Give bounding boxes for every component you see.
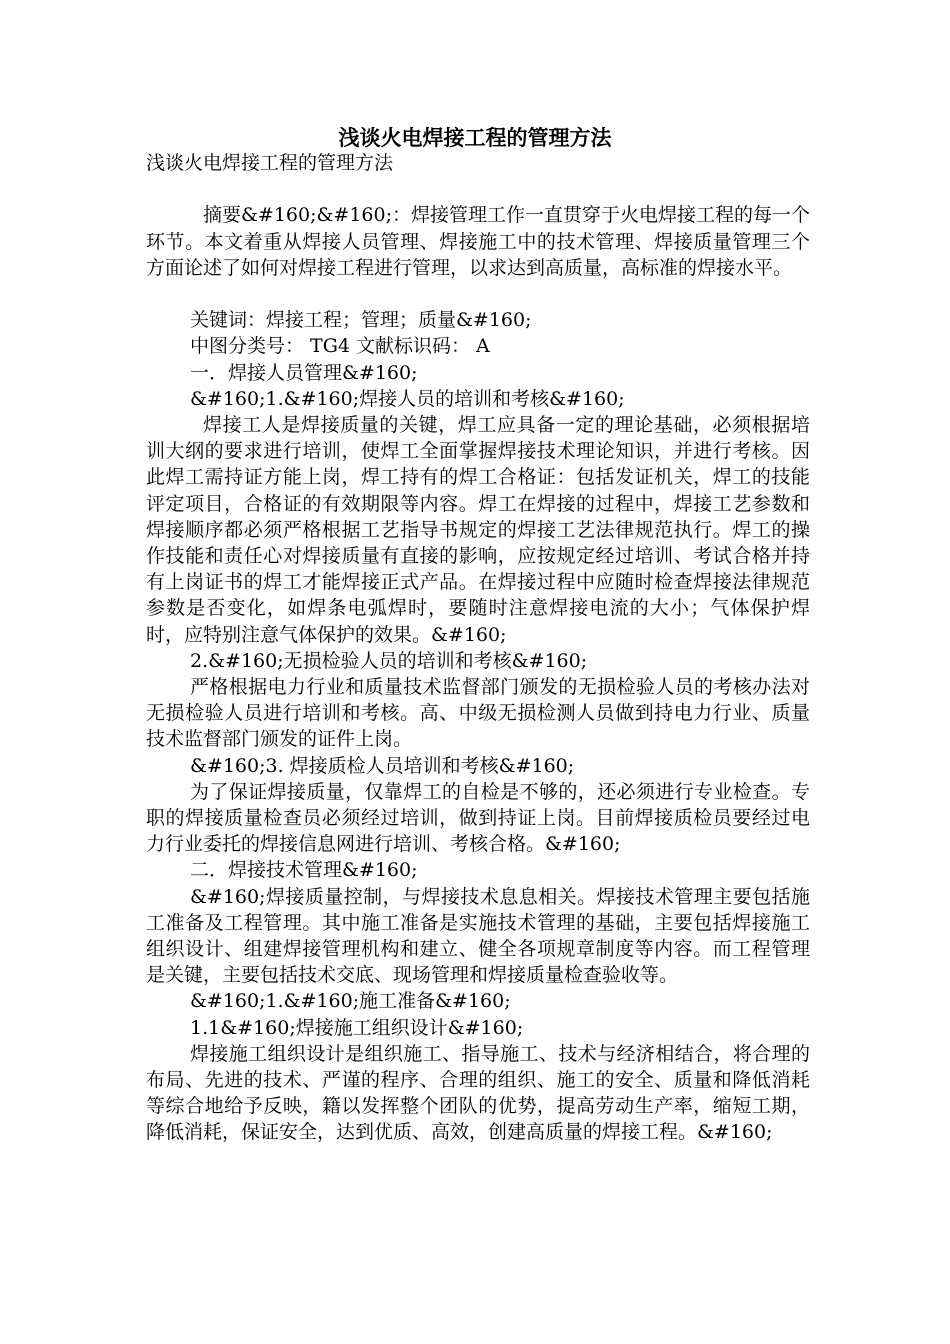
body-paragraph: 严格根据电力行业和质量技术监督部门颁发的无损检验人员的考核办法对无损检验人员进行培训和考核。高、中级无损检测人员做到持电力行业、质量技术监督部门颁发的证件上岗。 [146, 676, 810, 751]
classification-line: 中图分类号： TG4 文献标识码： A [190, 335, 490, 358]
abstract-paragraph: 摘要&#160;&#160;：焊接管理工作一直贯穿于火电焊接工程的每一个环节。本文着重从焊接人员管理、焊接施工中的技术管理、焊接质量管理三个方面论述了如何对焊接工程进行管理，以求达到高质量，高标准的焊接水平。 [146, 204, 810, 279]
subsection-heading-1-2: 2.&#160;无损检验人员的培训和考核&#160; [190, 649, 588, 672]
section-heading-1: 一．焊接人员管理&#160; [190, 361, 418, 384]
document-subtitle: 浅谈火电焊接工程的管理方法 [146, 152, 394, 174]
blank-line [146, 176, 810, 202]
keywords-line: 关键词：焊接工程；管理；质量&#160; [190, 309, 532, 332]
subsection-heading-2-1-1: 1.1&#160;焊接施工组织设计&#160; [190, 1016, 524, 1039]
subsection-heading-2-1: &#160;1.&#160;施工准备&#160; [190, 990, 511, 1013]
document-title: 浅谈火电焊接工程的管理方法 [338, 125, 612, 150]
section-heading-2: 二．焊接技术管理&#160; [190, 859, 418, 882]
body-paragraph: &#160;焊接质量控制，与焊接技术息息相关。焊接技术管理主要包括施工准备及工程管理。其中施工准备是实施技术管理的基础，主要包括焊接施工组织设计、组建焊接管理机构和建立、健全各项规章制度等内容。而工程管理是关键，主要包括技术交底、现场管理和焊接质量检查验收等。 [146, 885, 810, 987]
document-body [146, 150, 810, 1146]
body-paragraph: 焊接工人是焊接质量的关键，焊工应具备一定的理论基础，必须根据培训大纲的要求进行培训，使焊工全面掌握焊接技术理论知识，并进行考核。因此焊工需持证方能上岗，焊工持有的焊工合格证：包括发证机关，焊工的技能评定项目，合格证的有效期限等内容。焊工在焊接的过程中，焊接工艺参数和焊接顺序都必须严格根据工艺指导书规定的焊接工艺法律规范执行。焊工的操作技能和责任心对焊接质量有直接的影响，应按规定经过培训、考试合格并持有上岗证书的焊工才能焊接正式产品。在焊接过程中应随时检查焊接法律规范参数是否变化，如焊条电弧焊时，要随时注意焊接电流的大小；气体保护焊时，应特别注意气体保护的效果。&#160; [146, 414, 810, 646]
subsection-heading-1-1: &#160;1.&#160;焊接人员的培训和考核&#160; [190, 387, 625, 410]
blank-line [146, 281, 810, 307]
body-paragraph: 焊接施工组织设计是组织施工、指导施工、技术与经济相结合，将合理的布局、先进的技术、严谨的程序、合理的组织、施工的安全、质量和降低消耗等综合地给予反映，籍以发挥整个团队的优势，提高劳动生产率，缩短工期，降低消耗，保证安全，达到优质、高效，创建高质量的焊接工程。&#160; [146, 1042, 810, 1144]
subsection-heading-1-3: &#160;3. 焊接质检人员培训和考核&#160; [190, 754, 575, 777]
body-paragraph: 为了保证焊接质量，仅靠焊工的自检是不够的，还必须进行专业检查。专职的焊接质量检查员必须经过培训，做到持证上岗。目前焊接质检员要经过电力行业委托的焊接信息网进行培训、考核合格。&#160; [146, 780, 810, 856]
